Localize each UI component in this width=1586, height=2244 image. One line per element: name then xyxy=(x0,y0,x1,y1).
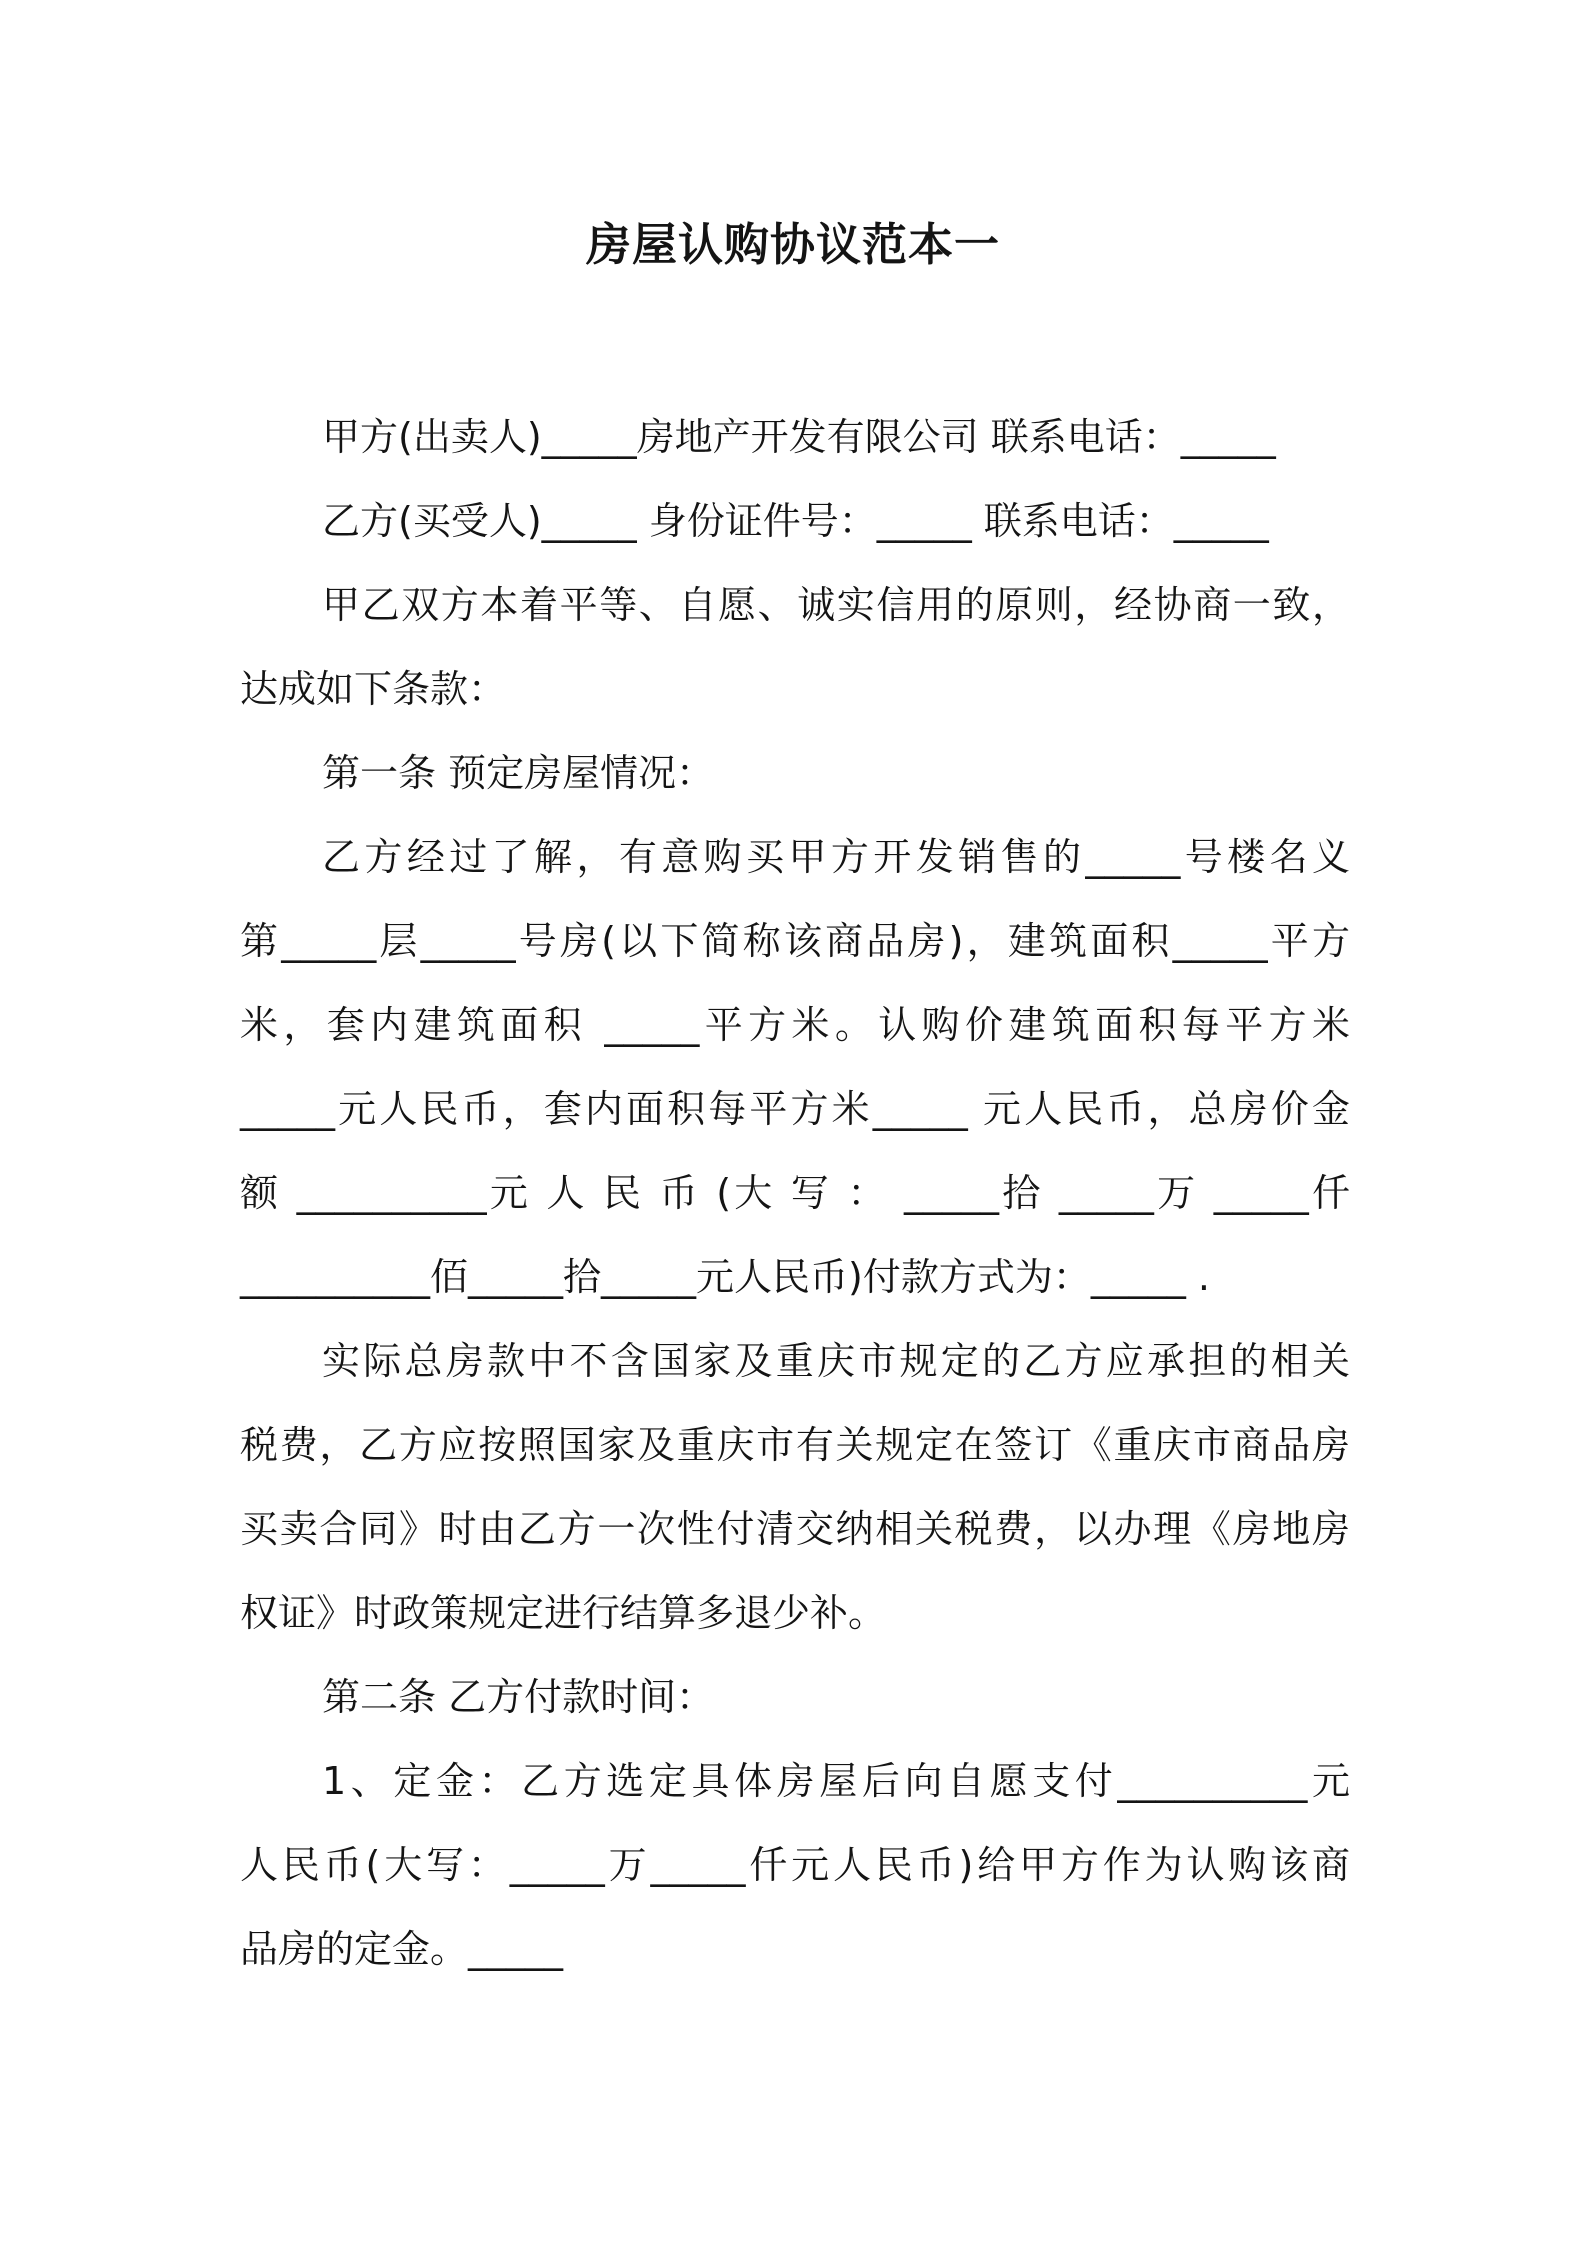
party-a-line: 甲方(出卖人)_____房地产开发有限公司 联系电话：_____ xyxy=(322,415,1276,459)
deposit-clause-line: 1、定金：乙方选定具体房屋后向自愿支付__________元 xyxy=(322,1759,1350,1803)
preamble-line: 达成如下条款： xyxy=(240,667,507,711)
preamble-line: 甲乙双方本着平等、自愿、诚实信用的原则，经协商一致， xyxy=(322,583,1350,627)
article-two-heading: 第二条 乙方付款时间： xyxy=(322,1675,715,1719)
article-one-line: 米，套内建筑面积 _____平方米。认购价建筑面积每平方米 xyxy=(240,1003,1350,1047)
document-title: 房屋认购协议范本一 xyxy=(585,218,1000,271)
article-one-line: __________佰_____拾_____元人民币)付款方式为：_____ . xyxy=(240,1255,1210,1299)
article-one-line: 乙方经过了解，有意购买甲方开发销售的_____号楼名义 xyxy=(322,835,1350,879)
tax-clause-line: 买卖合同》时由乙方一次性付清交纳相关税费，以办理《房地房 xyxy=(240,1507,1350,1551)
deposit-clause-line: 人民币(大写：_____万_____仟元人民币)给甲方作为认购该商 xyxy=(240,1843,1350,1887)
tax-clause-line: 实际总房款中不含国家及重庆市规定的乙方应承担的相关 xyxy=(322,1339,1350,1383)
party-b-line: 乙方(买受人)_____ 身份证件号：_____ 联系电话：_____ xyxy=(322,499,1269,543)
tax-clause-line: 权证》时政策规定进行结算多退少补。 xyxy=(240,1591,887,1635)
article-one-line: 额 __________元 人 民 币 (大 写 ： _____拾 _____万 _____仟 xyxy=(240,1171,1350,1215)
deposit-clause-line: 品房的定金。_____ xyxy=(240,1927,564,1971)
article-one-heading: 第一条 预定房屋情况： xyxy=(322,751,715,795)
article-one-line: 第_____层_____号房(以下简称该商品房)，建筑面积_____平方 xyxy=(240,919,1350,963)
tax-clause-line: 税费，乙方应按照国家及重庆市有关规定在签订《重庆市商品房 xyxy=(240,1423,1350,1467)
article-one-line: _____元人民币，套内面积每平方米_____ 元人民币，总房价金 xyxy=(240,1087,1350,1131)
